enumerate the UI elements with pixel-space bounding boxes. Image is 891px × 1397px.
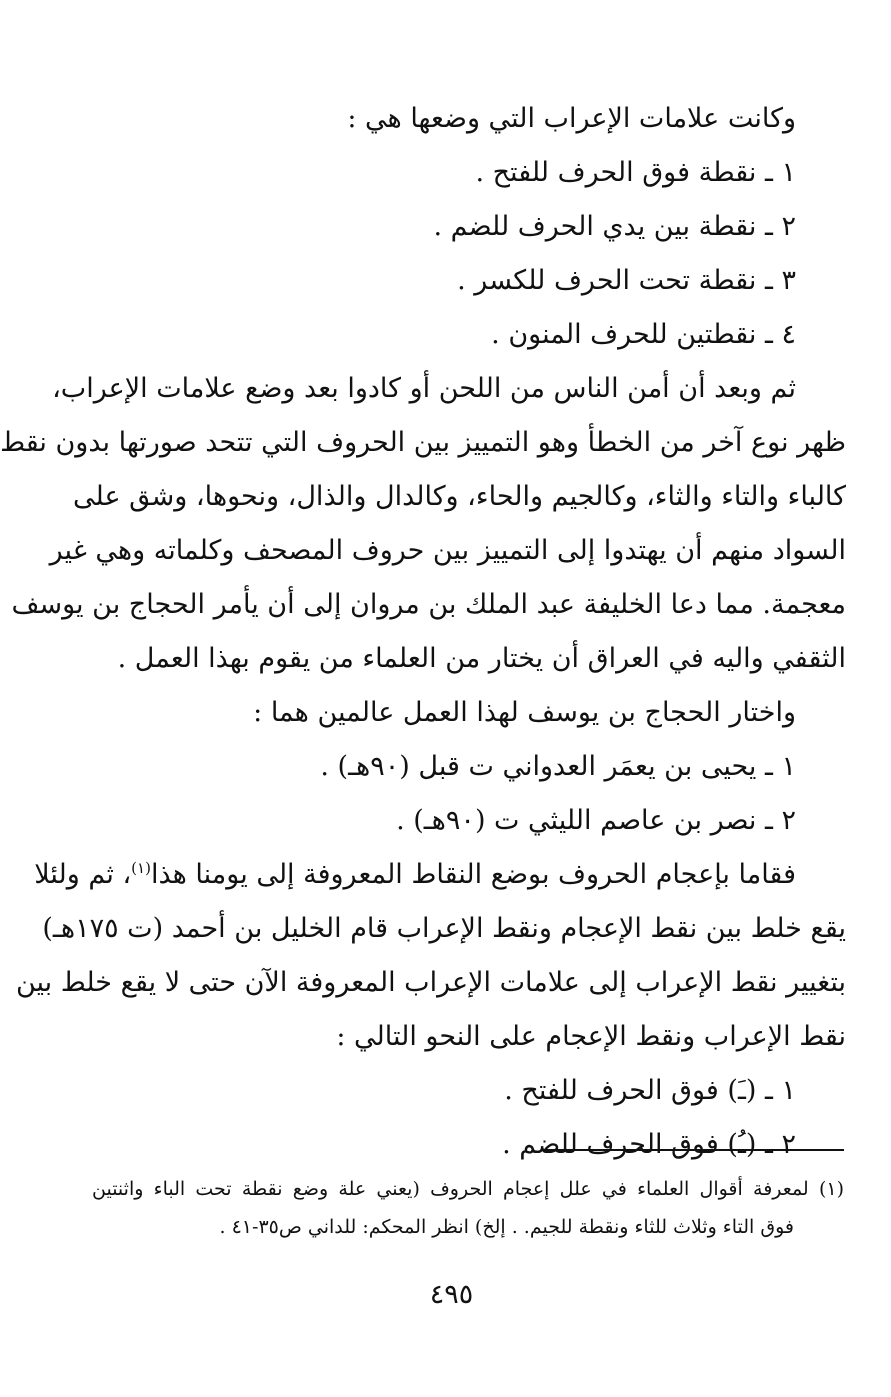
list-item: ١ ـ نقطة فوق الحرف للفتح .	[475, 157, 796, 188]
list-item: ٢ ـ نصر بن عاصم الليثي ت (٩٠هـ) .	[396, 805, 796, 836]
footnote-reference: (١)	[131, 859, 151, 877]
text-line: معجمة. مما دعا الخليفة عبد الملك بن مروان إلى أن يأمر الحجاج بن يوسف	[11, 589, 846, 620]
text-line: يقع خلط بين نقط الإعجام ونقط الإعراب قام الخليل بن أحمد (ت ١٧٥هـ)	[42, 913, 846, 944]
text-line: بتغيير نقط الإعراب إلى علامات الإعراب المعروفة الآن حتى لا يقع خلط بين	[15, 967, 846, 998]
list-item: ١ ـ يحيى بن يعمَر العدواني ت قبل (٩٠هـ) .	[320, 751, 796, 782]
list-item: ٢ ـ نقطة بين يدي الحرف للضم .	[433, 211, 796, 242]
list-item: ٢ ـ (ـُ) فوق الحرف للضم .	[502, 1129, 796, 1160]
footnote	[92, 1170, 844, 1246]
text-line: الثقفي واليه في العراق أن يختار من العلماء من يقوم بهذا العمل .	[117, 643, 846, 674]
text-line	[34, 848, 846, 902]
footnote-line: (١) لمعرفة أقوال العلماء في علل إعجام الحروف (يعني علة وضع نقطة تحت الباء واثنتين	[92, 1178, 845, 1200]
list-item: ٣ ـ نقطة تحت الحرف للكسر .	[457, 265, 796, 296]
text-line: وكانت علامات الإعراب التي وضعها هي :	[347, 103, 796, 134]
text-line: ثم وبعد أن أمن الناس من اللحن أو كادوا بعد وضع علامات الإعراب،	[52, 373, 796, 404]
text-line: السواد منهم أن يهتدوا إلى التمييز بين حروف المصحف وكلماته وهي غير	[49, 535, 846, 566]
main-text	[0, 92, 846, 1172]
footnote-separator	[544, 1149, 844, 1151]
text-segment: فقاما بإعجام الحروف بوضع النقاط المعروفة إلى يومنا هذا	[150, 859, 796, 890]
text-line: ظهر نوع آخر من الخطأ وهو التمييز بين الحروف التي تتحد صورتها بدون نقط	[0, 427, 846, 458]
text-line: نقط الإعراب ونقط الإعجام على النحو التالي :	[336, 1021, 846, 1052]
footnote-line: فوق التاء وثلاث للثاء ونقطة للجيم. . إلخ) انظر المحكم: للداني ص٣٥-٤١ .	[219, 1216, 794, 1238]
text-segment: ، ثم ولئلا	[34, 859, 132, 890]
text-line: واختار الحجاج بن يوسف لهذا العمل عالمين هما :	[253, 697, 796, 728]
list-item: ١ ـ (ـَ) فوق الحرف للفتح .	[504, 1075, 796, 1106]
page-number: ٤٩٥	[429, 1279, 474, 1310]
list-item: ٤ ـ نقطتين للحرف المنون .	[491, 319, 796, 350]
text-line: كالباء والتاء والثاء، وكالجيم والحاء، وكالدال والذال، ونحوها، وشق على	[73, 481, 846, 512]
